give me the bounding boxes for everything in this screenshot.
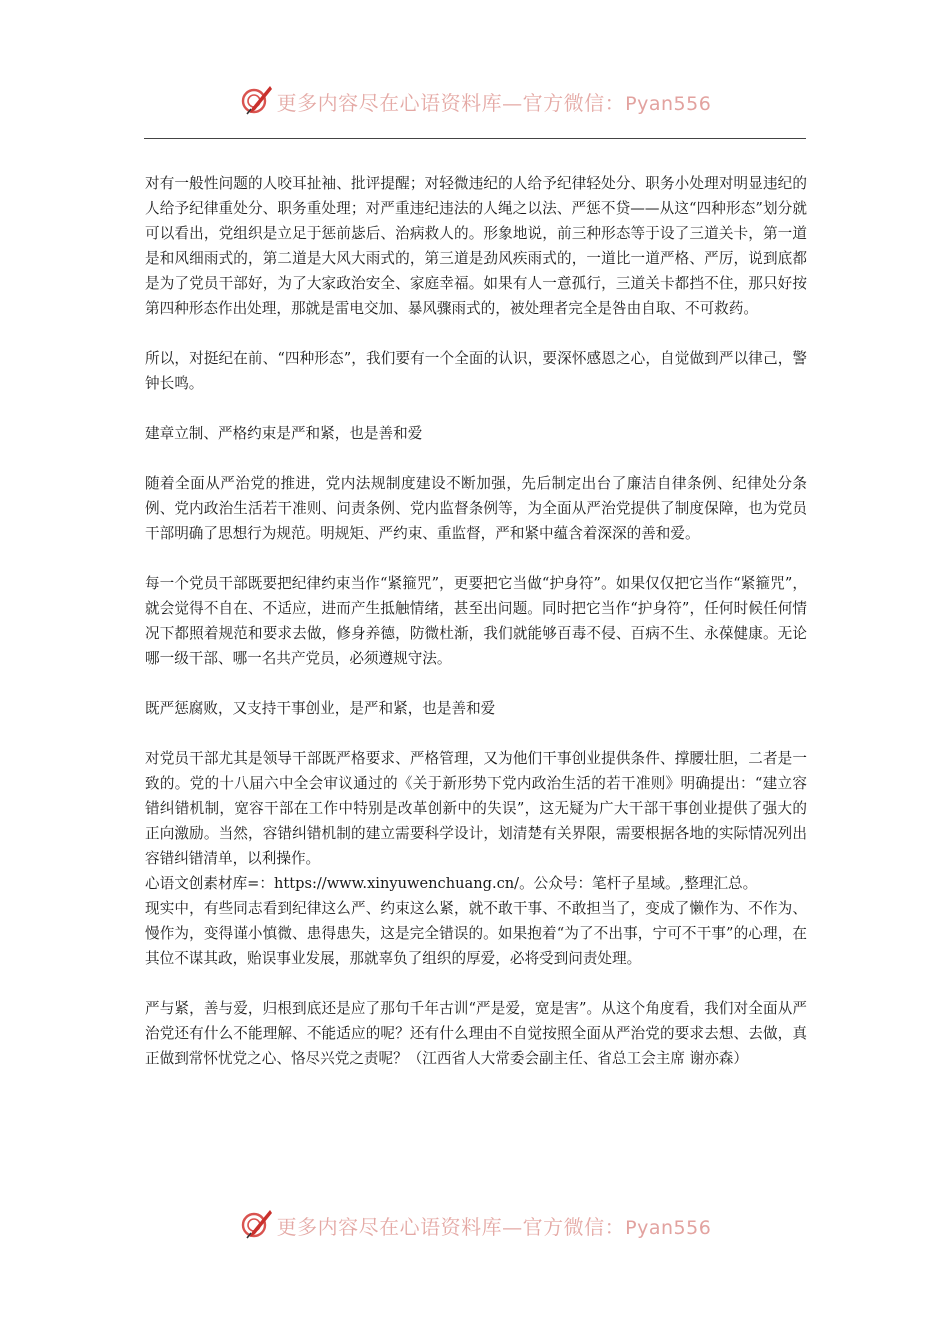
header-banner-inner [239,84,712,118]
quill-logo-icon [239,84,273,118]
document-body [145,171,807,1096]
footer-banner-inner [239,1208,712,1242]
paragraph-3: 随着全面从严治党的推进，党内法规制度建设不断加强，先后制定出台了廉洁自律条例、纪律处分条例、党内政治生活若干准则、问责条例、党内监督条例等，为全面从严治党提供了制度保障，也为党员干部明确了思想行为规范。明规矩、严约束、重监督，严和紧中蕴含着深深的善和爱。 [145,475,807,542]
paragraph-7: 严与紧，善与爱，归根到底还是应了那句千年古训“严是爱，宽是害”。从这个角度看，我们对全面从严治党还有什么不能理解、不能适应的呢？还有什么理由不自觉按照全面从严治党的要求去想、去做，真正做到常怀忧党之心、恪尽兴党之责呢？（江西省人大常委会副主任、省总工会主席 谢亦森） [145,1000,807,1067]
header-banner-wechat-id: Pyan556 [625,92,712,115]
header-banner [0,84,950,118]
paragraph-4: 每一个党员干部既要把纪律约束当作“紧箍咒”，更要把它当做“护身符”。如果仅仅把它当作“紧箍咒”，就会觉得不自在、不适应，进而产生抵触情绪，甚至出问题。同时把它当作“护身符”，任何时候任何情况下都照着规范和要求去做，修身养德，防微杜渐，我们就能够百毒不侵、百病不生、永葆健康。无论哪一级干部、哪一名共产党员，必须遵规守法。 [145,575,807,667]
footer-banner-cn: 更多内容尽在心语资料库—官方微信： [276,1214,626,1239]
header-banner-text [277,87,712,116]
header-divider [144,138,806,139]
header-banner-cn: 更多内容尽在心语资料库—官方微信： [276,90,626,115]
section-heading-2: 既严惩腐败，又支持干事创业，是严和紧，也是善和爱 [145,700,496,717]
paragraph-5: 对党员干部尤其是领导干部既严格要求、严格管理，又为他们干事创业提供条件、撑腰壮胆，二者是一致的。党的十八届六中全会审议通过的《关于新形势下党内政治生活的若干准则》明确提出：“建立容错纠错机制，宽容干部在工作中特别是改革创新中的失误”，这无疑为广大干部干事创业提供了强大的正向激励。当然，容错纠错机制的建立需要科学设计，划清楚有关界限，需要根据各地的实际情况列出容错纠错清单，以利操作。 [145,750,807,867]
paragraph-2: 所以，对挺纪在前、“四种形态”，我们要有一个全面的认识，要深怀感恩之心，自觉做到严以律己，警钟长鸣。 [145,350,807,392]
footer-banner-wechat-id: Pyan556 [625,1216,712,1239]
source-note: 心语文创素材库=：https://www.xinyuwenchuang.cn/。公众号：笔杆子星域。,整理汇总。 [145,875,758,892]
quill-logo-icon [239,1208,273,1242]
footer-banner-text [277,1211,712,1240]
footer-banner [0,1208,950,1242]
paragraph-6: 现实中，有些同志看到纪律这么严、约束这么紧，就不敢干事、不敢担当了，变成了懒作为、不作为、慢作为，变得谨小慎微、患得患失，这是完全错误的。如果抱着“为了不出事，宁可不干事”的心理，在其位不谋其政，贻误事业发展，那就辜负了组织的厚爱，必将受到问责处理。 [145,900,807,967]
section-heading-1: 建章立制、严格约束是严和紧，也是善和爱 [145,425,423,442]
paragraph-1: 对有一般性问题的人咬耳扯袖、批评提醒；对轻微违纪的人给予纪律轻处分、职务小处理对明显违纪的人给予纪律重处分、职务重处理；对严重违纪违法的人绳之以法、严惩不贷——从这“四种形态”划分就可以看出，党组织是立足于惩前毖后、治病救人的。形象地说，前三种形态等于设了三道关卡，第一道是和风细雨式的，第二道是大风大雨式的，第三道是劲风疾雨式的，一道比一道严格、严厉，说到底都是为了党员干部好，为了大家政治安全、家庭幸福。如果有人一意孤行，三道关卡都挡不住，那只好按第四种形态作出处理，那就是雷电交加、暴风骤雨式的，被处理者完全是咎由自取、不可救药。 [145,175,807,317]
